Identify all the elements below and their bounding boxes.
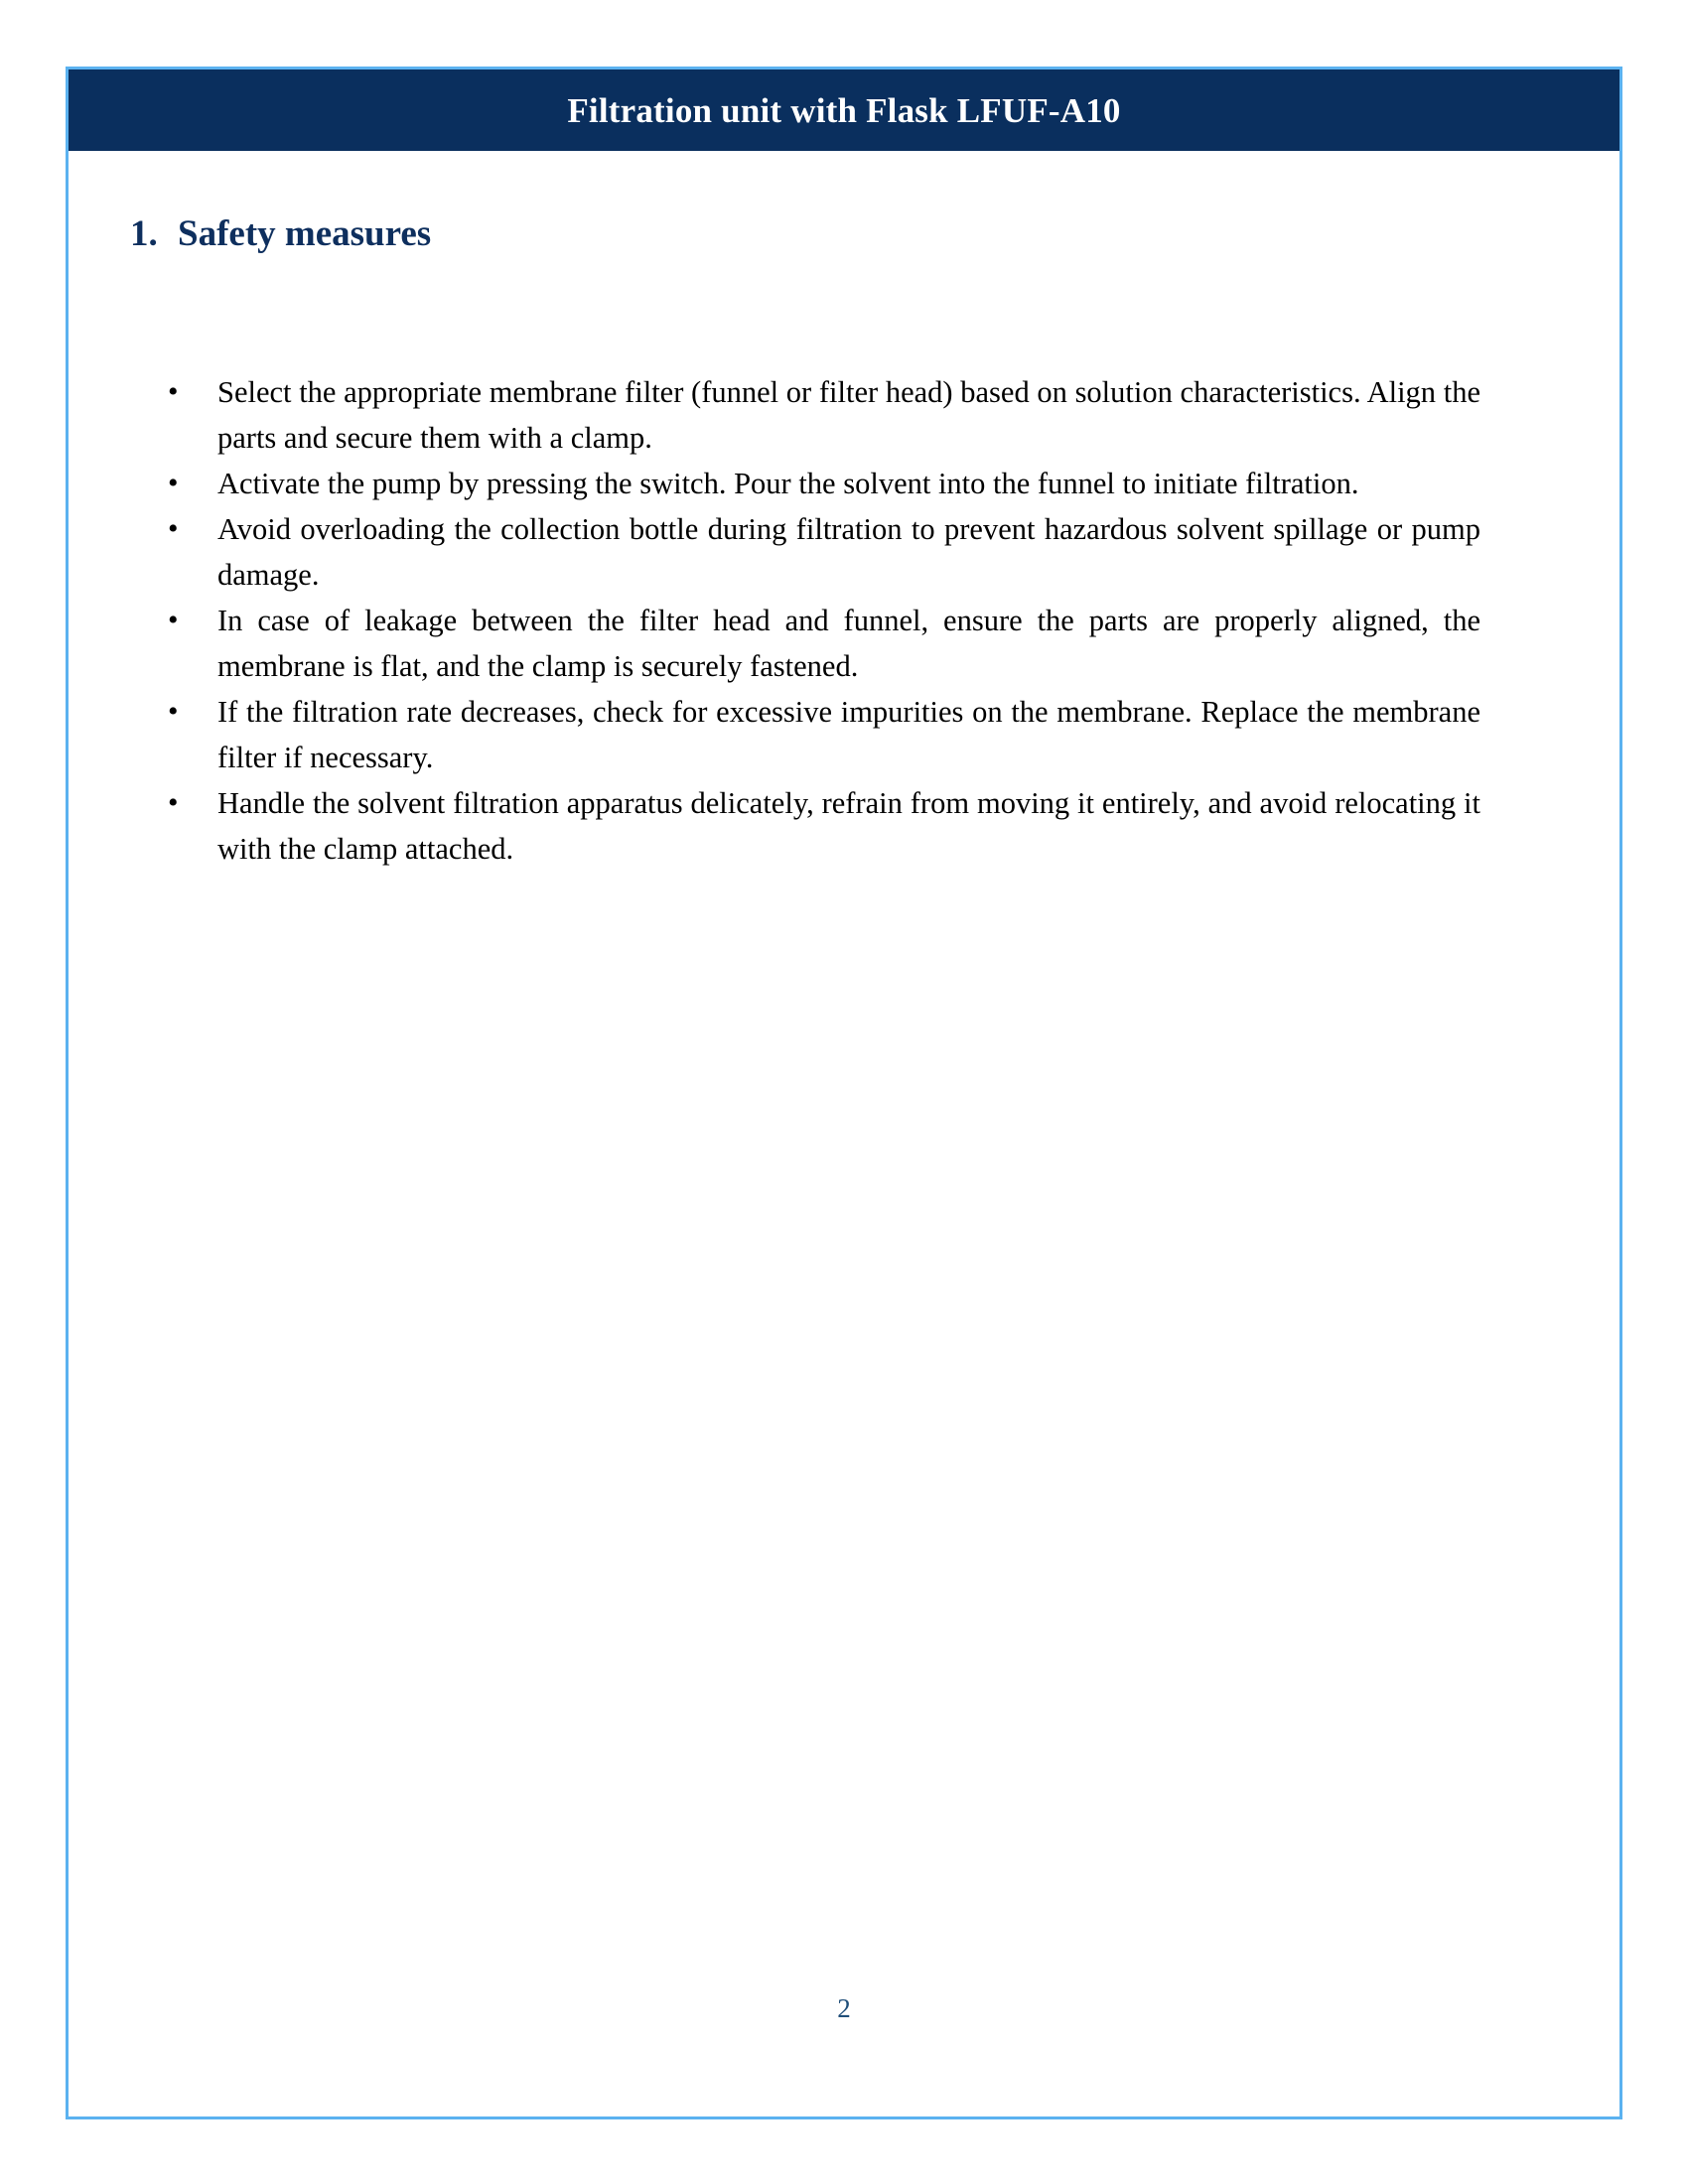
section-number: 1.: [130, 213, 158, 254]
list-item: [130, 689, 1480, 780]
list-item-text: Handle the solvent filtration apparatus delicately, refrain from moving it entirely, and avoid relocating it with the clamp attached.: [217, 786, 1480, 866]
safety-measures-list: [130, 369, 1480, 872]
section-heading: [130, 214, 431, 255]
list-item-text: Select the appropriate membrane filter (funnel or filter head) based on solution characteristics. Align the parts and secure them with a clamp.: [217, 375, 1480, 455]
list-item: [130, 506, 1480, 598]
list-item-text: Activate the pump by pressing the switch. Pour the solvent into the funnel to initiate filtration.: [217, 467, 1359, 500]
list-item: [130, 369, 1480, 461]
list-item-text: If the filtration rate decreases, check for excessive impurities on the membrane. Replace the membrane filter if necessary.: [217, 695, 1480, 774]
section-title: Safety measures: [178, 213, 432, 254]
document-header-banner: [69, 69, 1619, 151]
list-item: [130, 598, 1480, 689]
list-item-text: Avoid overloading the collection bottle during filtration to prevent hazardous solvent spillage or pump damage.: [217, 512, 1480, 592]
list-item-text: In case of leakage between the filter head and funnel, ensure the parts are properly aligned, the membrane is flat, and the clamp is securely fastened.: [217, 604, 1480, 683]
page-number: 2: [837, 1993, 851, 2023]
list-item: [130, 780, 1480, 872]
list-item: [130, 461, 1480, 506]
document-title: Filtration unit with Flask LFUF-A10: [567, 90, 1121, 130]
